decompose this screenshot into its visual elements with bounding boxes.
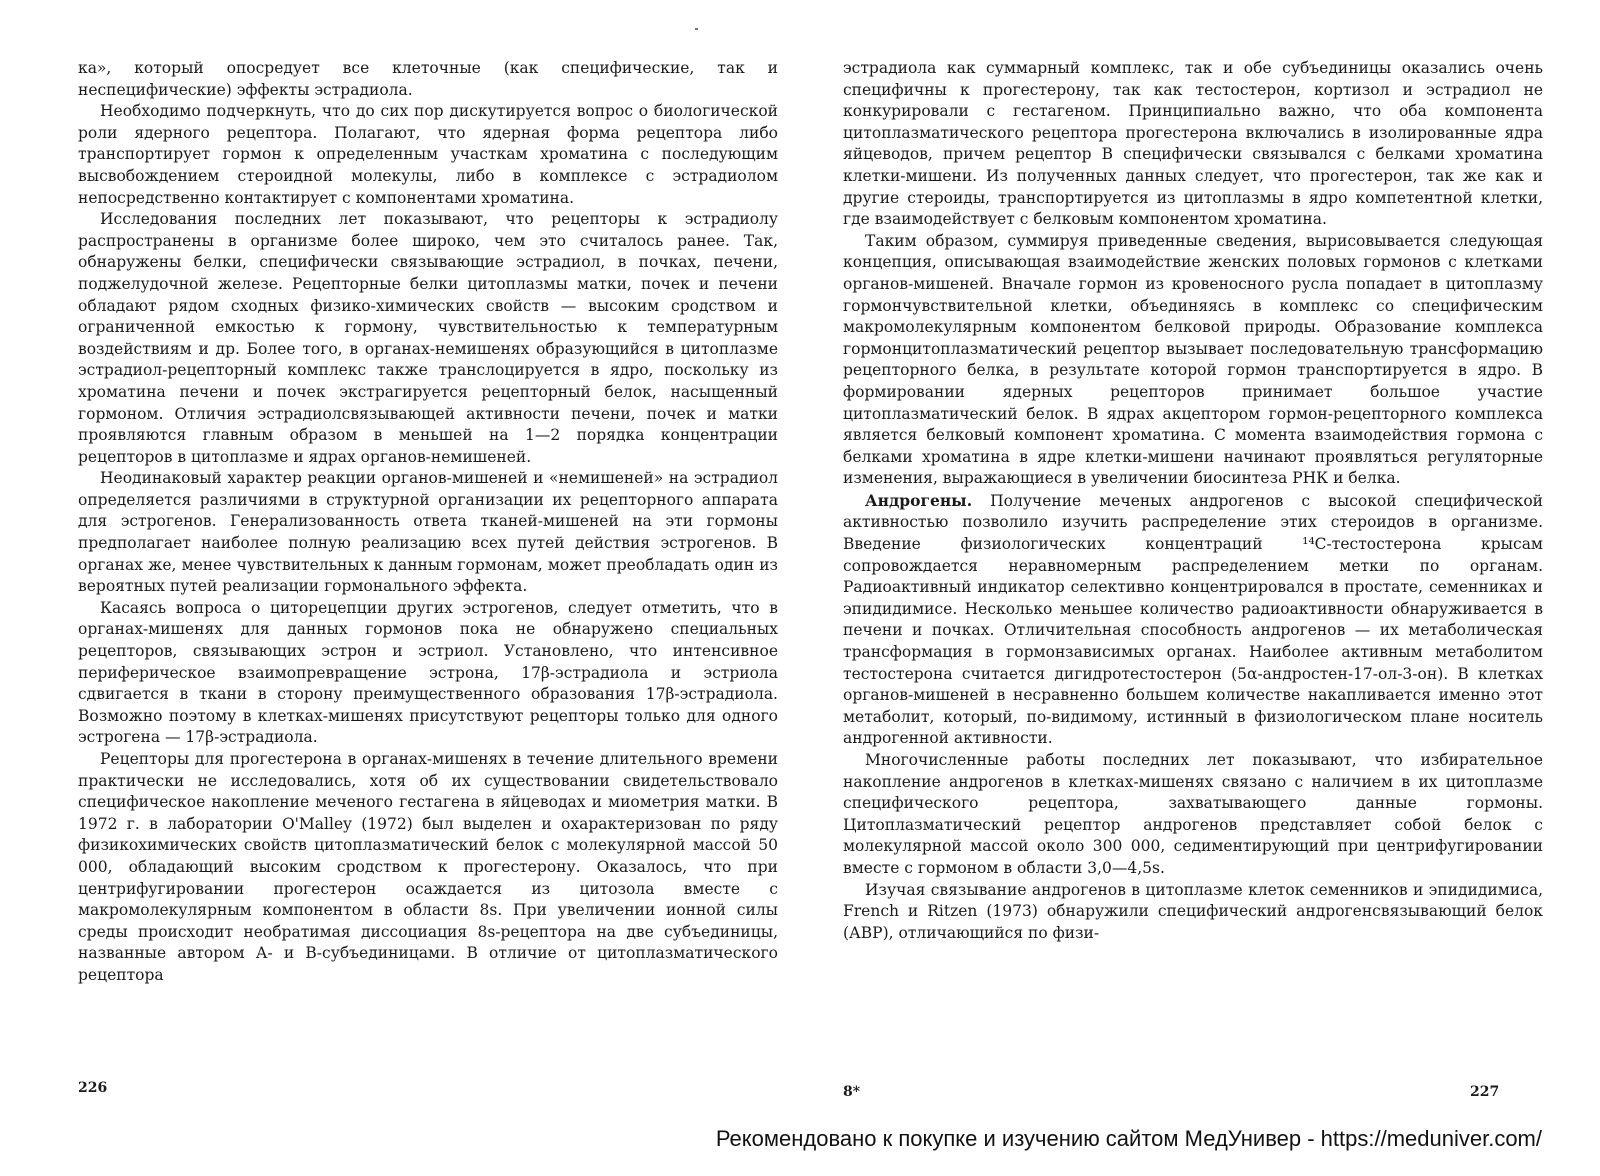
section-heading-androgens: Андрогены.	[865, 490, 973, 510]
androgens-paragraph	[843, 490, 1543, 750]
paragraph: Необходимо подчеркнуть, что до сих пор дискутируется вопрос о биологической роли ядерного рецептора. Полагают, что ядерная форма рецептора либо транспортирует гормон к определенным участкам хроматина с последующим высвобождением стероидной молекулы, либо в комплексе с эстрадиолом непосредственно контактирует с компонентами хроматина.	[78, 102, 778, 207]
signature-mark: 8*	[843, 1084, 861, 1100]
androgens-text: Получение меченых андрогенов с высокой специфической активностью позволило изучить распределение этих стероидов в организме. Введение физиологических концентраций ¹⁴С-тестостерона крысам сопровождается неравномерным распределением метки по органам. Радиоактивный индикатор селективно концентрировался в простате, семенниках и эпидидимисе. Несколько меньшее количество радиоактивности обнаруживается в печени и почках. Отличительная способность андрогенов — их метаболическая трансформация в гормонзависимых органах. Наиболее активным метаболитом тестостерона считается дигидротестостерон (5α-андростен-17-ол-3-он). В клетках органов-мишеней в несравненно большем количестве накапливается именно этот метаболит, который, по-видимому, истинный в физиологическом плане носитель андрогенной активности.	[843, 491, 1543, 748]
watermark-text: Рекомендовано к покупке и изучению сайтом МедУнивер - https://meduniver.com/	[715, 1126, 1542, 1151]
left-page	[78, 58, 778, 1138]
paragraph: Изучая связывание андрогенов в цитоплазме клеток семенников и эпидидимиса, French и Ritzen (1973) обнаружили специфический андрогенсвязывающий белок (АВР), отличающийся по физи-	[843, 880, 1543, 942]
right-page	[843, 58, 1543, 1138]
paragraph: ка», который опосредует все клеточные (как специфические, так и неспецифические) эффекты эстрадиола.	[78, 59, 778, 99]
paragraph: Таким образом, суммируя приведенные сведения, вырисовывается следующая концепция, описывающая взаимодействие женских половых гормонов с клетками органов-мишеней. Вначале гормон из кровеносного русла попадает в цитоплазму гормончувствительной клетки, объединяясь в комплекс со специфическим макромолекулярным компонентом белковой природы. Образование комплекса гормонцитоплазматический рецептор вызывает последовательную трансформацию рецепторного белка, в результате которой гормон транспортируется в ядро. В формировании ядерных рецепторов принимает большое участие цитоплазматический белок. В ядрах акцептором гормон-рецепторного комплекса является белковый компонент хроматина. С момента взаимодействия гормона с белками хроматина в ядре клетки-мишени начинают проявляться регуляторные изменения, выражающиеся в увеличении биосинтеза РНК и белка.	[843, 231, 1543, 488]
scan-speck	[695, 28, 698, 30]
paragraph: Исследования последних лет показывают, что рецепторы к эстрадиолу распространены в организме более широко, чем это считалось ранее. Так, обнаружены белки, специфически связывающие эстрадиол, в почках, печени, поджелудочной железе. Рецепторные белки цитоплазмы матки, почек и печени обладают рядом сходных физико-химических свойств — высоким сродством и ограниченной емкостью к гормону, чувствительностью к температурным воздействиям и др. Более того, в органах-немишенях образующийся в цитоплазме эстрадиол-рецепторный комплекс также транслоцируется в ядро, поскольку из хроматина печени и почек экстрагируется рецепторный белок, насыщенный гормоном. Отличия эстрадиолсвязывающей активности печени, почек и матки проявляются главным образом в меньшей на 1—2 порядка концентрации рецепторов в цитоплазме и ядрах органов-немишеней.	[78, 210, 778, 466]
paragraph: эстрадиола как суммарный комплекс, так и обе субъединицы оказались очень специфичны к прогестерону, так как тестостерон, кортизол и эстрадиол не конкурировали с гестагеном. Принципиально важно, что оба компонента цитоплазматического рецептора прогестерона включались в изолированные ядра яйцеводов, причем рецептор В специфически связывался с белками хроматина клетки-мишени. Из полученных данных следует, что прогестерон, так же как и другие стероиды, транспортируется из цитоплазмы в ядро компетентной клетки, где взаимодействует с белковым компонентом хроматина.	[843, 59, 1543, 229]
paragraph: Неодинаковый характер реакции органов-мишеней и «немишеней» на эстрадиол определяется различиями в структурной организации их рецепторного аппарата для эстрогенов. Генерализованность ответа тканей-мишеней на эти гормоны предполагает наиболее полную реализацию всех путей действия эстрогенов. В органах же, менее чувствительных к данным гормонам, может преобладать один из вероятных путей реализации гормонального эффекта.	[78, 469, 778, 596]
paragraph: Многочисленные работы последних лет показывают, что избирательное накопление андрогенов в клетках-мишенях связано с наличием в их цитоплазме специфического рецептора, захватывающего данные гормоны. Цитоплазматический рецептор андрогенов представляет собой белок с молекулярной массой около 300 000, седиментирующий при центрифугировании вместе с гормоном в области 3,0—4,5s.	[843, 751, 1543, 877]
page-number-right: 227	[1470, 1084, 1500, 1100]
paragraph: Рецепторы для прогестерона в органах-мишенях в течение длительного времени практически не исследовались, хотя об их существовании свидетельствовало специфическое накопление меченого гестагена в яйцеводах и миометрия матки. В 1972 г. в лаборатории O'Malley (1972) был выделен и охарактеризован по ряду физикохимических свойств цитоплазматический белок с молекулярной массой 50 000, обладающий высоким сродством к прогестерону. Оказалось, что при центрифугировании прогестерон осаждается из цитозола вместе с макромолекулярным компонентом в области 8s. При увеличении ионной силы среды происходит необратимая диссоциация 8s-рецептора на две субъединицы, названные автором А- и В-субъединицами. В отличие от цитоплазматического рецептора	[78, 750, 778, 984]
paragraph: Касаясь вопроса о циторецепции других эстрогенов, следует отметить, что в органах-мишенях для данных гормонов пока не обнаружено специальных рецепторов, связывающих эстрон и эстриол. Установлено, что интенсивное периферическое взаимопревращение эстрона, 17β-эстрадиола и эстриола сдвигается в ткани в сторону преимущественного образования 17β-эстрадиола. Возможно поэтому в клетках-мишенях присутствуют рецепторы только для одного эстрогена — 17β-эстрадиола.	[78, 598, 778, 747]
page-number-left: 226	[78, 1080, 108, 1096]
